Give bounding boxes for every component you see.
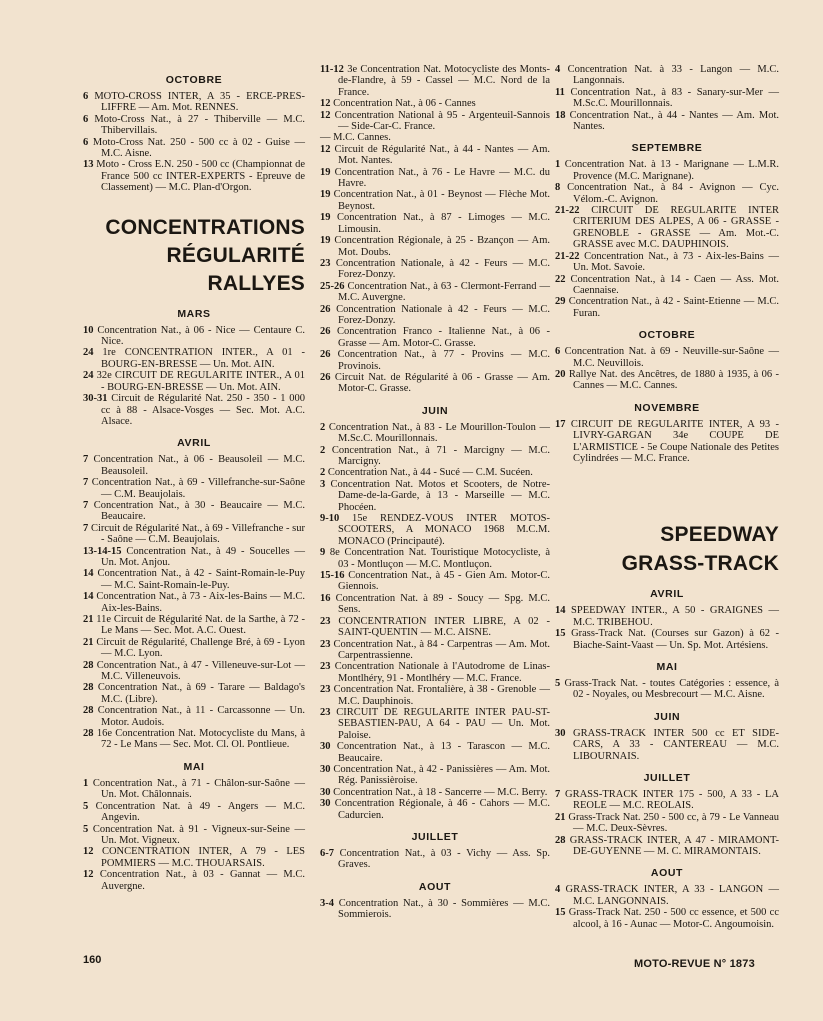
event-entry — [555, 87, 779, 110]
event-text: Circuit de Régularité Nat., à 69 - Villefranche - sur - Saône — C.M. Beaujolais. — [90, 522, 306, 546]
event-text: Concentration Nat., à 83 - Sanary-sur-Mer — M.Sc.C. Mourillonnais. — [570, 86, 779, 110]
event-text: Concentration Nat., à 42 - Saint-Romain-le-Puy — M.C. Saint-Romain-le-Puy. — [97, 568, 305, 591]
event-text: SPEEDWAY INTER., A 50 - GRAIGNES — M.C. TRIBEHOU. — [571, 605, 779, 628]
event-entry — [320, 212, 550, 235]
event-text: Concentration Nat., à 73 - Aix-les-Bains — Un. Mot. Savoie. — [573, 250, 779, 274]
event-date: 7 — [555, 789, 561, 801]
event-entry — [555, 812, 779, 835]
event-text: Moto - Cross E.N. 250 - 500 cc (Championnat de France 500 cc INTER-EXPERTS - Epreuve de Classement) — M.C. Plan-d'Orgon. — [96, 159, 305, 194]
event-entry — [83, 91, 305, 114]
section-title-concentrations — [83, 214, 305, 298]
event-text: Concentration Nat., à 44 - Nantes — Am. Mot. Nantes. — [569, 109, 779, 133]
event-text: 8e Concentration Nat. Touristique Motocycliste, à 03 - Montluçon — M.C. Montluçon. — [329, 547, 551, 570]
month-heading: SEPTEMBRE — [631, 142, 703, 155]
event-date: 28 — [83, 705, 94, 717]
event-date: 21-22 — [555, 250, 580, 262]
event-list — [555, 419, 779, 465]
event-date: 12 — [320, 98, 331, 110]
event-entry — [555, 907, 779, 930]
event-entry — [320, 326, 550, 349]
event-entry — [555, 835, 779, 858]
event-text: Concentration Nat., à 03 - Vichy — Ass. Sp. Graves. — [338, 848, 551, 871]
event-entry — [83, 347, 305, 370]
event-entry — [320, 616, 550, 639]
event-list — [555, 346, 779, 392]
event-date: 28 — [83, 682, 94, 694]
event-entry — [320, 787, 550, 798]
event-text: Concentration Nat., à 18 - Sancerre — M.C. Berry. — [333, 786, 548, 798]
event-entry — [83, 393, 305, 427]
event-text: Concentration Nat., à 63 - Clermont-Ferrand — M.C. Auvergne. — [338, 280, 550, 304]
event-entry — [83, 454, 305, 477]
event-date: 12 — [83, 869, 94, 881]
event-date: 16 — [320, 592, 331, 604]
event-text: Concentration Nat., à 84 - Carpentras — Am. Mot. Carpentrassienne. — [333, 638, 550, 661]
event-date: 10 — [83, 324, 94, 336]
event-entry — [555, 274, 779, 297]
event-text: 32e CIRCUIT DE REGULARITE INTER., A 01 - BOURG-EN-BRESSE — Un. Mot. AIN. — [96, 370, 305, 393]
event-entry — [320, 235, 550, 258]
event-text: Concentration Nat., à 47 - Villeneuve-sur-Lot — M.C. Villeneuvois. — [96, 659, 306, 683]
event-entry — [83, 114, 305, 137]
event-entry — [320, 593, 550, 616]
event-entry — [83, 705, 305, 728]
event-date: 26 — [320, 349, 331, 361]
event-entry — [320, 281, 550, 304]
event-text: CIRCUIT DE REGULARITE INTER CRITERIUM DES ALPES, A 06 - GRASSE - GRENOBLE - GRASSE — Am. Mot.-C. GRASSE avec M.C. DAUPHINOIS. — [573, 205, 779, 251]
event-text: GRASS-TRACK INTER, A 33 - LANGON — M.C. LANGONNAIS. — [565, 884, 780, 907]
section-title-line: GRASS-TRACK — [621, 552, 779, 576]
event-date: 14 — [83, 591, 94, 603]
month-heading: AOUT — [650, 867, 684, 880]
event-list — [83, 325, 305, 428]
event-date: 6 — [83, 91, 89, 102]
event-date: 19 — [320, 235, 331, 247]
event-date: 7 — [83, 522, 89, 534]
event-text: Concentration Franco - Italienne Nat., à 06 - Grasse — Am. Motor-C. Grasse. — [336, 326, 551, 349]
event-text: Concentration Nat., à 77 - Provins — M.C. Provinois. — [337, 349, 551, 372]
event-entry — [320, 144, 550, 167]
event-date: 12 — [83, 846, 94, 858]
event-list — [555, 64, 779, 132]
event-date: 25-26 — [320, 280, 345, 292]
event-entry — [320, 64, 550, 98]
event-date: 30 — [320, 763, 331, 775]
event-entry — [555, 296, 779, 319]
event-date: 9 — [320, 547, 326, 559]
event-date: 2 — [320, 467, 326, 479]
section-title-line: CONCENTRATIONS — [105, 215, 305, 239]
event-text: GRASS-TRACK INTER 175 - 500, A 33 - LA REOLE — M.C. REOLAIS. — [565, 789, 779, 812]
event-list — [555, 728, 779, 762]
event-text: Concentration Nat., à 06 - Cannes — [333, 98, 476, 110]
event-date: 23 — [320, 638, 331, 650]
event-entry — [320, 661, 550, 684]
event-date: 14 — [83, 568, 94, 580]
event-date: 26 — [320, 326, 331, 338]
event-date: 9-10 — [320, 513, 340, 525]
event-text: Concentration National à 95 - Argenteuil-Sannois — Side-Car-C. France. — [334, 109, 551, 133]
event-date: 1 — [83, 777, 89, 789]
event-entry — [320, 741, 550, 764]
event-entry — [320, 639, 550, 662]
event-text: Concentration Nat., à 71 - Marcigny — M.C. Marcigny. — [331, 444, 551, 467]
event-date: 14 — [555, 605, 566, 617]
event-text: Concentration Nationale à l'Autodrome de Linas-Montlhéry, 91 - Montlhéry — M.C. France. — [334, 661, 551, 684]
event-date: 6 — [83, 113, 89, 125]
event-text: Circuit de Régularité Nat., à 44 - Nantes — Am. Mot. Nantes. — [334, 143, 551, 167]
event-text: CONCENTRATION INTER LIBRE, A 02 - SAINT-QUENTIN — M.C. AISNE. — [338, 615, 550, 639]
event-date: 3 — [320, 478, 326, 490]
section-title-line: RALLYES — [207, 271, 305, 295]
event-entry — [320, 445, 550, 468]
section-title-line: RÉGULARITÉ — [166, 243, 305, 267]
event-entry — [83, 660, 305, 683]
month-heading: JUILLET — [643, 772, 691, 785]
event-entry — [320, 304, 550, 327]
event-entry — [320, 707, 550, 741]
event-date: 30-31 — [83, 393, 108, 405]
event-entry — [320, 467, 550, 478]
event-entry — [83, 778, 305, 801]
event-text: Concentration Nat., à 73 - Aix-les-Bains — M.C. Aix-les-Bains. — [96, 591, 305, 614]
event-entry — [83, 637, 305, 660]
event-text: Concentration Nat., à 13 - Tarascon — M.C. Beaucaire. — [336, 741, 551, 764]
event-text: Concentration Nat. Motos et Scooters, de Notre-Dame-de-la-Garde, à 13 - Marseille — M.C. Phocéen. — [330, 478, 550, 513]
event-entry — [320, 570, 550, 593]
event-date: 28 — [555, 834, 566, 846]
event-text: Concentration Nat., à 44 - Sucé — C.M. Sucéen. — [327, 467, 533, 479]
event-date: 23 — [320, 257, 331, 269]
event-date: 6 — [83, 136, 89, 148]
event-date: 17 — [555, 418, 566, 430]
event-date: 4 — [555, 884, 561, 896]
event-entry — [83, 614, 305, 637]
event-list — [555, 884, 779, 930]
event-entry — [320, 167, 550, 190]
column-right — [555, 64, 779, 930]
event-entry — [83, 682, 305, 705]
event-entry — [83, 137, 305, 160]
event-entry — [320, 349, 550, 372]
event-entry — [320, 684, 550, 707]
event-entry — [83, 546, 305, 569]
event-text: Concentration Nat., à 30 - Beaucaire — M.C. Beaucaire. — [93, 499, 306, 523]
event-date: 12 — [320, 143, 331, 155]
event-text: Concentration Nat., à 11 - Carcassonne — Un. Motor. Audois. — [97, 705, 306, 728]
event-text: CONCENTRATION INTER, A 79 - LES POMMIERS — M.C. THOUARSAIS. — [101, 846, 305, 869]
event-text: Concentration Nat. à 69 - Neuville-sur-Saône — M.C. Neuvillois. — [564, 346, 780, 369]
event-date: 15-16 — [320, 570, 345, 582]
event-text: Concentration Nat., à 01 - Beynost — Flèche Mot. Beynost. — [333, 189, 550, 212]
event-entry — [83, 869, 305, 892]
event-entry — [320, 513, 550, 547]
event-date: 30 — [320, 798, 331, 810]
event-text: Concentration Nat. à 91 - Vigneux-sur-Seine — Un. Mot. Vigneux. — [92, 823, 305, 846]
event-entry — [555, 182, 779, 205]
month-heading: MAI — [183, 760, 205, 773]
event-text: 1re CONCENTRATION INTER., A 01 - BOURG-EN-BRESSE — Un. Mot. AIN. — [101, 347, 305, 370]
event-date: 15 — [555, 628, 566, 640]
event-date: 5 — [83, 823, 89, 835]
event-text: Concentration Nat., à 69 - Tarare — Baldago's M.C. (Libre). — [97, 682, 305, 705]
event-date: 24 — [83, 347, 94, 359]
event-date: 11-12 — [320, 64, 344, 75]
event-text: — M.C. Cannes. — [320, 132, 391, 144]
section-title-speedway — [555, 520, 779, 578]
event-date: 3-4 — [320, 897, 334, 909]
event-date: 2 — [320, 444, 326, 456]
event-text: Concentration Nat., à 49 - Soucelles — Un. Mot. Anjou. — [101, 545, 305, 568]
event-list — [320, 848, 550, 871]
event-text: Concentration Nat., à 45 - Gien Am. Motor-C. Giennois. — [338, 570, 551, 593]
event-text: Circuit de Régularité Nat. 250 - 350 - 1 000 cc à 88 - Alsace-Vosges — Sec. Mot. A.C. Alsace. — [101, 393, 305, 427]
event-list — [83, 91, 305, 194]
event-entry — [83, 477, 305, 500]
event-entry — [320, 132, 550, 143]
event-text: CIRCUIT DE REGULARITE INTER, A 93 - LIVRY-GARGAN 34e COUPE DE L'ARMISTICE - 5e Coupe Nationale des Petites Cylindrées — M.C. France. — [570, 418, 780, 464]
event-date: 13-14-15 — [83, 545, 122, 557]
event-date: 11 — [555, 86, 565, 98]
event-entry — [555, 628, 779, 651]
event-date: 29 — [555, 296, 566, 308]
event-date: 26 — [320, 371, 331, 383]
event-text: Circuit Nat. de Régularité à 06 - Grasse — Am. Motor-C. Grasse. — [334, 371, 550, 395]
event-text: Concentration Nat. Frontalière, à 38 - Grenoble — M.C. Dauphinois. — [333, 684, 551, 707]
event-entry — [83, 568, 305, 591]
event-list — [555, 678, 779, 701]
event-entry — [555, 205, 779, 251]
event-date: 13 — [83, 159, 94, 171]
event-entry — [555, 346, 779, 369]
event-entry — [83, 370, 305, 393]
month-heading: MARS — [177, 307, 211, 320]
event-entry — [83, 591, 305, 614]
event-text: 3e Concentration Nat. Motocycliste des Monts-de-Flandre, à 59 - Cassel — M.C. Nord de la France. — [338, 64, 550, 98]
event-date: 23 — [320, 661, 331, 673]
event-text: 16e Concentration Nat. Motocycliste du Mans, à 72 - Le Mans — Sec. Mot. Cl. Ol. Pontlieue. — [96, 728, 306, 751]
month-heading: JUIN — [653, 710, 681, 723]
event-text: Concentration Nationale, à 42 - Feurs — M.C. Forez-Donzy. — [335, 257, 550, 281]
month-heading: NOVEMBRE — [634, 401, 700, 414]
event-date: 21 — [83, 614, 94, 625]
event-entry — [320, 110, 550, 133]
event-date: 30 — [555, 727, 566, 739]
event-text: Concentration Nat., à 87 - Limoges — M.C. Limousin. — [337, 212, 550, 235]
event-text: GRASS-TRACK INTER 500 cc ET SIDE-CARS, A 33 - CANTEREAU — M.C. LIBOURNAIS. — [573, 727, 780, 762]
event-text: Concentration Régionale, à 46 - Cahors — M.C. Cadurcien. — [334, 798, 551, 821]
event-date: 24 — [83, 370, 94, 382]
event-entry — [83, 728, 305, 751]
event-entry — [320, 422, 550, 445]
event-text: Grass-Track Nat. - toutes Catégories : essence, à 02 - Noyales, ou Mesbrecourt — M.C. Aisne. — [564, 678, 779, 701]
event-text: Circuit de Régularité, Challenge Bré, à 69 - Lyon — M.C. Lyon. — [96, 636, 306, 660]
month-heading: MAI — [656, 661, 678, 673]
month-heading: AOUT — [418, 880, 452, 893]
event-date: 18 — [555, 109, 566, 121]
event-entry — [555, 419, 779, 465]
event-entry — [83, 824, 305, 847]
event-date: 19 — [320, 166, 331, 178]
event-entry — [320, 372, 550, 395]
month-heading: OCTOBRE — [165, 74, 223, 86]
event-date: 4 — [555, 64, 561, 75]
event-entry — [555, 728, 779, 762]
event-date: 19 — [320, 212, 331, 224]
event-text: Concentration Nat. à 89 - Soucy — Spg. M.C. Sens. — [335, 592, 550, 616]
event-list — [83, 454, 305, 751]
event-date: 28 — [83, 659, 94, 671]
event-text: Concentration Nat. à 33 - Langon — M.C. Langonnais. — [567, 64, 780, 87]
event-date: 7 — [83, 477, 89, 489]
event-text: Concentration Nat., à 42 - Panissières — Am. Mot. Rég. Panissièroise. — [333, 763, 550, 787]
event-text: Concentration Nat., à 84 - Avignon — Cyc. Vélom.-C. Avignon. — [567, 182, 780, 205]
event-text: Grass-Track Nat. (Courses sur Gazon) à 62 - Biache-Saint-Vaast — Un. Sp. Mot. Artésiens. — [571, 628, 779, 651]
event-date: 2 — [320, 421, 326, 433]
magazine-issue: MOTO-REVUE N° 1873 — [634, 958, 755, 970]
event-entry — [320, 98, 550, 109]
section-title-line: SPEEDWAY — [660, 523, 779, 547]
event-text: Moto-Cross Nat., à 27 - Thiberville — M.C. Thibervillais. — [94, 113, 305, 137]
event-entry — [320, 764, 550, 787]
event-entry — [320, 798, 550, 821]
event-date: 7 — [83, 454, 89, 466]
column-left — [83, 64, 305, 892]
event-entry — [320, 547, 550, 570]
event-entry — [83, 500, 305, 523]
event-date: 30 — [320, 741, 331, 753]
event-entry — [320, 258, 550, 281]
event-text: 11e Circuit de Régularité Nat. de la Sarthe, à 72 - Le Mans — Sec. Mot. A.C. Ouest. — [96, 614, 305, 637]
event-text: MOTO-CROSS INTER, A 35 - ERCE-PRES-LIFFRE — Am. Mot. RENNES. — [94, 91, 305, 114]
event-list — [320, 64, 550, 395]
event-text: Concentration Nat. à 13 - Marignane — L.M.R. Provence (M.C. Marignane). — [564, 159, 779, 182]
event-date: 8 — [555, 182, 561, 194]
column-middle — [320, 64, 550, 921]
event-entry — [555, 369, 779, 392]
event-entry — [83, 159, 305, 193]
event-date: 30 — [320, 786, 331, 798]
event-text: 15e RENDEZ-VOUS INTER MOTOS-SCOOTERS, A MONACO 1968 M.C.M. MONACO (Principauté). — [338, 513, 550, 547]
event-date: 6 — [555, 346, 561, 358]
event-text: Concentration Nationale à 42 - Feurs — M.C. Forez-Donzy. — [336, 303, 550, 326]
event-entry — [320, 848, 550, 871]
event-date: 19 — [320, 189, 331, 201]
event-entry — [555, 605, 779, 628]
event-text: CIRCUIT DE REGULARITE INTER PAU-ST-SEBASTIEN-PAU, A 64 - PAU — Un. Mot. Paloise. — [336, 706, 551, 741]
month-heading: JUIN — [421, 404, 449, 417]
event-text: Concentration Nat., à 06 - Nice — Centaure C. Nice. — [97, 324, 305, 348]
event-date: 15 — [555, 907, 566, 919]
event-date: 6-7 — [320, 848, 334, 859]
event-text: Concentration Nat., à 06 - Beausoleil — M.C. Beausoleil. — [93, 454, 306, 477]
event-text: Concentration Nat., à 42 - Saint-Etienne — M.C. Furan. — [568, 296, 779, 319]
event-entry — [555, 159, 779, 182]
event-text: Concentration Nat., à 69 - Villefranche-sur-Saône — C.M. Beaujolais. — [91, 477, 305, 500]
event-entry — [555, 64, 779, 87]
event-text: Grass-Track Nat. 250 - 500 cc essence, et 500 cc alcool, à 16 - Aunac — Motor-C. Angoumoisin. — [568, 907, 780, 930]
event-date: 23 — [320, 706, 331, 718]
event-entry — [83, 325, 305, 348]
event-date: 1 — [555, 159, 561, 171]
event-text: Concentration Nat., à 83 - Le Mourillon-Toulon — M.Sc.C. Mourillonnais. — [328, 421, 550, 445]
page-number: 160 — [83, 954, 102, 966]
event-date: 28 — [83, 728, 94, 740]
event-list — [320, 422, 550, 821]
event-entry — [320, 898, 550, 921]
event-text: Concentration Nat., à 76 - Le Havre — M.C. du Havre. — [334, 166, 550, 190]
event-date: 12 — [320, 109, 331, 121]
month-heading: AVRIL — [650, 588, 684, 601]
event-entry — [83, 846, 305, 869]
event-text: Rallye Nat. des Ancêtres, de 1880 à 1935, à 06 - Cannes — M.C. Cannes. — [568, 368, 779, 392]
event-list — [555, 159, 779, 319]
event-date: 23 — [320, 684, 331, 696]
event-date: 21 — [83, 636, 94, 648]
event-list — [83, 778, 305, 892]
event-text: GRASS-TRACK INTER, A 47 - MIRAMONT-DE-GUYENNE — M. C. MIRAMONTAIS. — [569, 834, 779, 858]
event-date: 20 — [555, 368, 566, 380]
event-entry — [555, 884, 779, 907]
event-entry — [320, 189, 550, 212]
event-date: 21-22 — [555, 205, 580, 217]
event-text: Concentration Nat., à 14 - Caen — Ass. Mot. Caennaise. — [570, 273, 779, 296]
event-entry — [555, 110, 779, 133]
event-date: 5 — [555, 678, 561, 689]
event-date: 23 — [320, 615, 331, 627]
event-entry — [320, 479, 550, 513]
event-text: Concentration Nat., à 30 - Sommières — M.C. Sommierois. — [338, 897, 550, 921]
event-text: Grass-Track Nat. 250 - 500 cc, à 79 - Le Vanneau — M.C. Deux-Sèvres. — [568, 811, 779, 835]
event-list — [320, 898, 550, 921]
event-entry — [555, 789, 779, 812]
month-heading: AVRIL — [177, 437, 211, 450]
event-text: Moto-Cross Nat. 250 - 500 cc à 02 - Guise — M.C. Aisne. — [92, 136, 305, 160]
event-date: 7 — [83, 499, 89, 511]
event-date: 26 — [320, 303, 331, 315]
event-entry — [83, 523, 305, 546]
event-text: Concentration Nat., à 71 - Châlon-sur-Saône — Un. Mot. Châlonnais. — [92, 777, 305, 801]
event-date: 22 — [555, 273, 566, 285]
event-entry — [83, 801, 305, 824]
month-heading: JUILLET — [411, 831, 459, 843]
event-text: Concentration Régionale, à 25 - Bzançon — Am. Mot. Doubs. — [334, 235, 550, 258]
event-date: 5 — [83, 800, 89, 812]
event-list — [555, 605, 779, 651]
event-date: 21 — [555, 811, 566, 823]
event-text: Concentration Nat. à 49 - Angers — M.C. Angevin. — [95, 800, 305, 824]
month-heading: OCTOBRE — [638, 329, 696, 342]
event-text: Concentration Nat., à 03 - Gannat — M.C. Auvergne. — [99, 869, 306, 892]
event-list — [555, 789, 779, 857]
event-entry — [555, 678, 779, 701]
event-entry — [555, 251, 779, 274]
